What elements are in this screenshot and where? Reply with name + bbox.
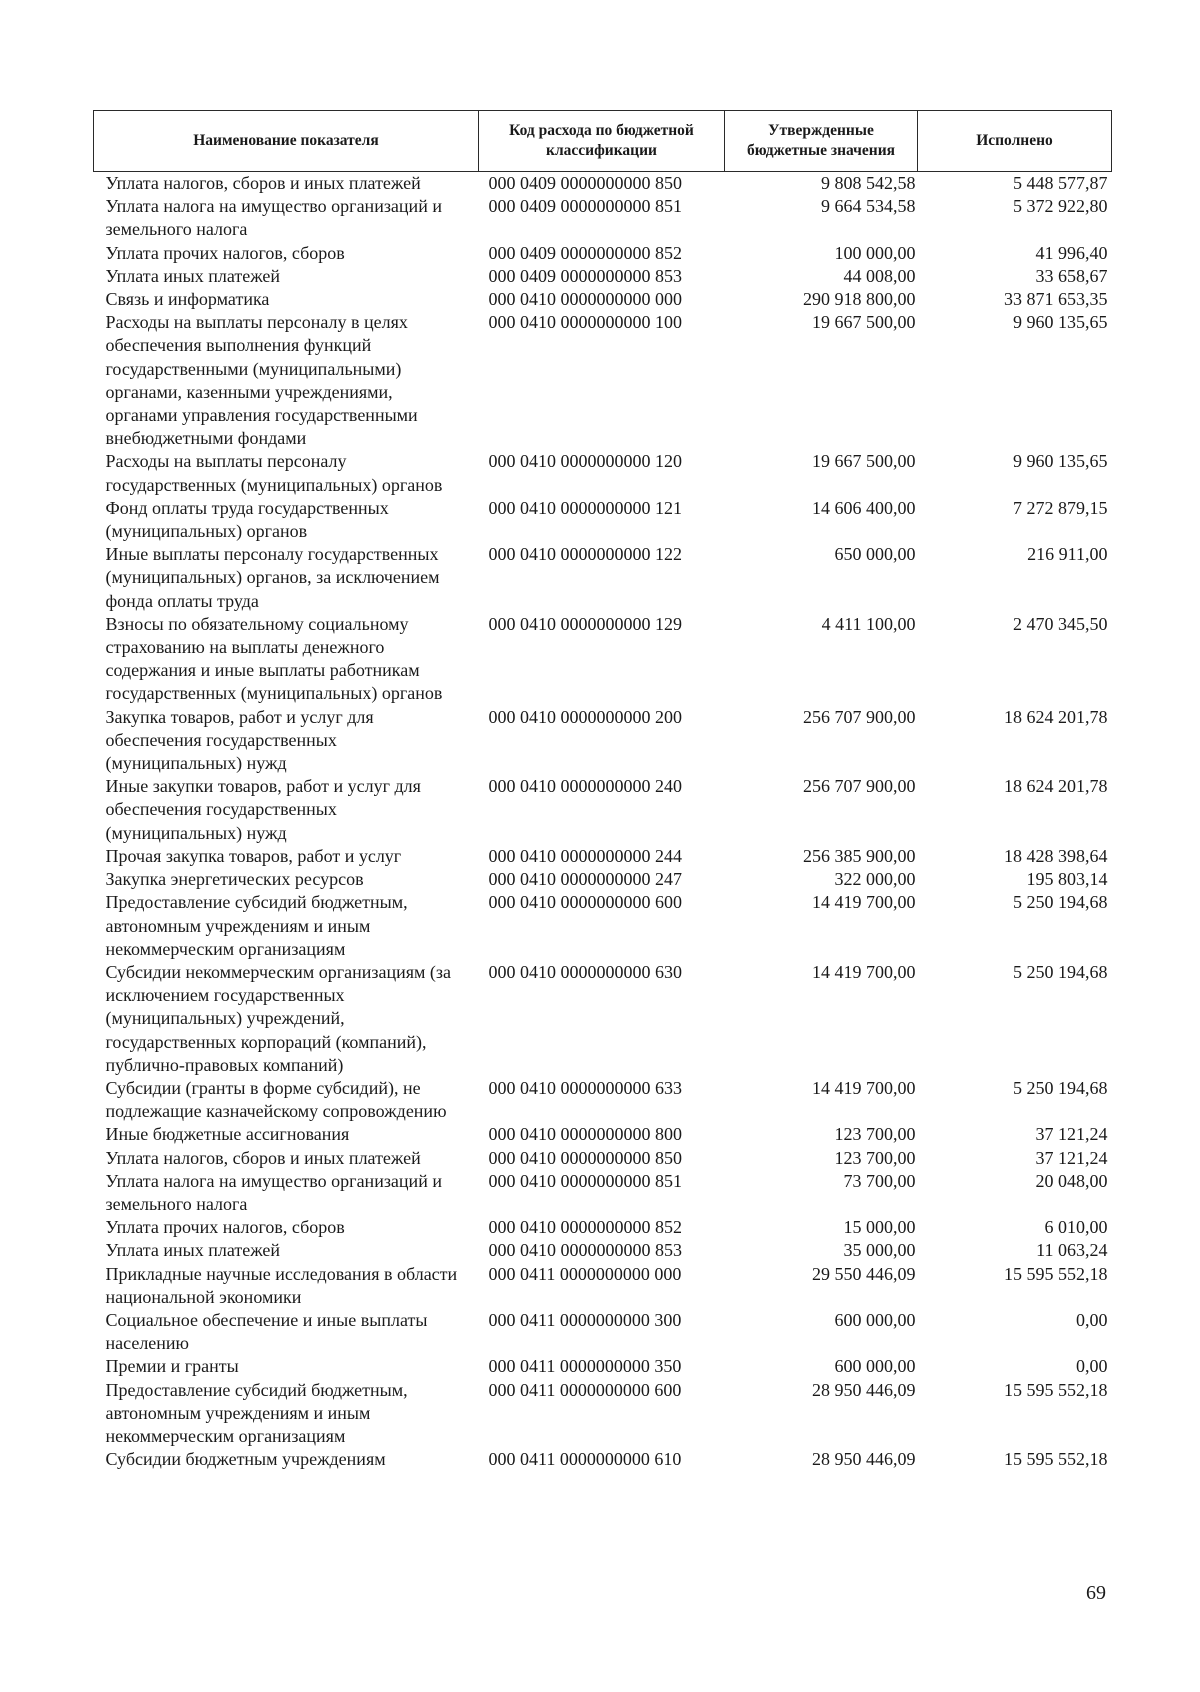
page-number: 69 (1086, 1582, 1106, 1604)
row-code: 000 0410 0000000000 121 (488, 497, 682, 518)
table-row (94, 961, 1112, 1077)
row-name: Уплата налогов, сборов и иных платежей (105, 173, 421, 193)
table-row (94, 1379, 1112, 1449)
row-plan-value: 35 000,00 (843, 1240, 916, 1261)
row-executed-value: 37 121,24 (1035, 1147, 1108, 1168)
table-row (94, 195, 1112, 241)
row-plan-value: 29 550 446,09 (812, 1263, 916, 1284)
row-executed-value: 15 595 552,18 (1004, 1379, 1108, 1400)
row-plan-value: 290 918 800,00 (803, 289, 916, 310)
row-code: 000 0410 0000000000 853 (488, 1240, 682, 1261)
header-done: Исполнено (918, 111, 1112, 172)
row-executed-value: 216 911,00 (1027, 544, 1108, 565)
row-code: 000 0411 0000000000 600 (488, 1379, 682, 1400)
row-executed-value: 11 063,24 (1036, 1240, 1108, 1261)
row-code: 000 0410 0000000000 851 (488, 1170, 682, 1191)
row-plan-value: 600 000,00 (834, 1309, 916, 1330)
row-plan-value: 650 000,00 (834, 544, 916, 565)
row-plan-value: 28 950 446,09 (812, 1379, 916, 1400)
row-plan-value: 73 700,00 (843, 1170, 916, 1191)
table-row (94, 1123, 1112, 1146)
row-executed-value: 37 121,24 (1035, 1124, 1108, 1145)
table-row (94, 1147, 1112, 1170)
row-code: 000 0410 0000000000 247 (488, 869, 682, 890)
row-executed-value: 33 871 653,35 (1004, 289, 1108, 310)
row-plan-value: 19 667 500,00 (812, 451, 916, 472)
row-executed-value: 0,00 (1076, 1309, 1108, 1330)
row-executed-value: 0,00 (1076, 1356, 1108, 1377)
row-name: Субсидии некоммерческим организациям (за исключением государственных (муниципальных) учреждений, государственных корпораций (компаний), публично-правовых компаний) (105, 961, 451, 1075)
row-name: Уплата иных платежей (105, 1240, 281, 1261)
row-executed-value: 5 250 194,68 (1013, 961, 1108, 982)
row-name: Расходы на выплаты персоналу в целях обеспечения выполнения функций государственными (муниципальными) органами, казенными учреждениями, органами управления государственными внебюджетными фондами (105, 312, 418, 449)
row-name: Премии и гранты (105, 1356, 239, 1377)
row-executed-value: 18 428 398,64 (1004, 845, 1108, 866)
row-executed-value: 2 470 345,50 (1013, 613, 1108, 634)
row-plan-value: 322 000,00 (834, 869, 916, 890)
table-row (94, 543, 1112, 613)
row-code: 000 0410 0000000000 240 (488, 776, 682, 797)
table-row (94, 1309, 1112, 1355)
row-code: 000 0410 0000000000 100 (488, 312, 682, 333)
row-executed-value: 18 624 201,78 (1004, 776, 1108, 797)
row-name: Уплата иных платежей (105, 265, 281, 286)
row-name: Социальное обеспечение и иные выплаты населению (105, 1309, 428, 1354)
row-executed-value: 15 595 552,18 (1004, 1263, 1108, 1284)
table-row (94, 288, 1112, 311)
table-row (94, 450, 1112, 496)
row-executed-value: 20 048,00 (1035, 1170, 1108, 1191)
row-code: 000 0410 0000000000 633 (488, 1077, 682, 1098)
row-plan-value: 14 419 700,00 (812, 1077, 916, 1098)
row-code: 000 0411 0000000000 300 (488, 1309, 682, 1330)
table-row (94, 1077, 1112, 1123)
row-name: Иные бюджетные ассигнования (105, 1124, 350, 1145)
row-name: Предоставление субсидий бюджетным, автономным учреждениям и иным некоммерческим организациям (105, 892, 408, 959)
row-code: 000 0410 0000000000 129 (488, 613, 682, 634)
row-plan-value: 14 419 700,00 (812, 892, 916, 913)
table-row (94, 172, 1112, 196)
row-code: 000 0409 0000000000 850 (488, 173, 682, 193)
row-plan-value: 256 707 900,00 (803, 776, 916, 797)
table-row (94, 1355, 1112, 1378)
row-executed-value: 5 448 577,87 (1013, 173, 1108, 193)
row-name: Прикладные научные исследования в области национальной экономики (105, 1263, 458, 1307)
row-plan-value: 4 411 100,00 (821, 613, 916, 634)
row-plan-value: 14 419 700,00 (812, 961, 916, 982)
row-plan-value: 123 700,00 (834, 1147, 916, 1168)
table-row (94, 1216, 1112, 1239)
row-code: 000 0410 0000000000 850 (488, 1147, 682, 1168)
row-code: 000 0410 0000000000 244 (488, 845, 682, 866)
row-code: 000 0411 0000000000 000 (488, 1263, 682, 1284)
row-executed-value: 15 595 552,18 (1004, 1449, 1108, 1470)
row-executed-value: 9 960 135,65 (1013, 451, 1108, 472)
table-row (94, 497, 1112, 543)
row-plan-value: 256 707 900,00 (803, 706, 916, 727)
row-plan-value: 28 950 446,09 (812, 1449, 916, 1470)
table-row (94, 1239, 1112, 1262)
row-plan-value: 15 000,00 (843, 1217, 916, 1238)
row-executed-value: 5 372 922,80 (1013, 196, 1108, 217)
row-name: Взносы по обязательному социальному страхованию на выплаты денежного содержания и иные выплаты работникам государственных (муниципальных) органов (105, 613, 443, 704)
row-name: Связь и информатика (105, 289, 270, 310)
row-name: Уплата прочих налогов, сборов (105, 1217, 345, 1238)
row-name: Уплата налогов, сборов и иных платежей (105, 1147, 421, 1168)
row-code: 000 0410 0000000000 630 (488, 961, 682, 982)
row-executed-value: 41 996,40 (1035, 242, 1108, 263)
table-row (94, 891, 1112, 961)
table-row (94, 845, 1112, 868)
row-name: Иные закупки товаров, работ и услуг для обеспечения государственных (муниципальных) нужд (105, 776, 421, 843)
row-plan-value: 9 664 534,58 (821, 196, 916, 217)
table-row (94, 775, 1112, 845)
budget-execution-table (93, 110, 1112, 1471)
row-name: Предоставление субсидий бюджетным, автономным учреждениям и иным некоммерческим организациям (105, 1379, 408, 1446)
row-code: 000 0410 0000000000 120 (488, 451, 682, 472)
row-code: 000 0409 0000000000 852 (488, 242, 682, 263)
table-row (94, 868, 1112, 891)
row-name: Фонд оплаты труда государственных (муниципальных) органов (105, 497, 389, 542)
row-code: 000 0409 0000000000 851 (488, 196, 682, 217)
row-name: Субсидии (гранты в форме субсидий), не подлежащие казначейскому сопровождению (105, 1077, 447, 1122)
row-name: Закупка энергетических ресурсов (105, 869, 364, 890)
row-name: Закупка товаров, работ и услуг для обеспечения государственных (муниципальных) нужд (105, 706, 374, 774)
row-plan-value: 123 700,00 (834, 1124, 916, 1145)
row-executed-value: 9 960 135,65 (1013, 312, 1108, 333)
row-plan-value: 19 667 500,00 (812, 312, 916, 333)
row-executed-value: 5 250 194,68 (1013, 892, 1108, 913)
row-plan-value: 100 000,00 (834, 242, 916, 263)
row-plan-value: 14 606 400,00 (812, 497, 916, 518)
row-executed-value: 195 803,14 (1026, 869, 1108, 890)
table-row (94, 1170, 1112, 1216)
row-name: Иные выплаты персоналу государственных (муниципальных) органов, за исключением фонда оплаты труда (105, 544, 440, 611)
row-code: 000 0410 0000000000 122 (488, 544, 682, 565)
row-executed-value: 33 658,67 (1035, 265, 1108, 286)
row-executed-value: 6 010,00 (1044, 1217, 1108, 1238)
row-code: 000 0410 0000000000 600 (488, 892, 682, 913)
row-code: 000 0410 0000000000 200 (488, 706, 682, 727)
row-name: Уплата налога на имущество организаций и земельного налога (105, 1170, 442, 1214)
header-code: Код расхода по бюджетной классификации (479, 111, 725, 172)
row-name: Прочая закупка товаров, работ и услуг (105, 845, 402, 866)
row-plan-value: 600 000,00 (834, 1356, 916, 1377)
table-row (94, 1448, 1112, 1471)
row-plan-value: 256 385 900,00 (803, 845, 916, 866)
row-code: 000 0410 0000000000 000 (488, 289, 682, 310)
row-code: 000 0411 0000000000 610 (488, 1449, 682, 1470)
row-name: Расходы на выплаты персоналу государственных (муниципальных) органов (105, 451, 443, 495)
row-executed-value: 7 272 879,15 (1013, 497, 1108, 518)
row-name: Уплата прочих налогов, сборов (105, 242, 345, 263)
row-plan-value: 44 008,00 (843, 265, 916, 286)
table-body (94, 172, 1112, 1472)
table-row (94, 613, 1112, 706)
row-name: Уплата налога на имущество организаций и земельного налога (105, 196, 442, 240)
table-row (94, 265, 1112, 288)
table-row (94, 1263, 1112, 1309)
table-row (94, 242, 1112, 265)
row-code: 000 0409 0000000000 853 (488, 265, 682, 286)
row-executed-value: 18 624 201,78 (1004, 706, 1108, 727)
row-code: 000 0410 0000000000 852 (488, 1217, 682, 1238)
row-code: 000 0410 0000000000 800 (488, 1124, 682, 1145)
table-header (94, 111, 1112, 172)
table-row (94, 311, 1112, 450)
header-name: Наименование показателя (94, 111, 479, 172)
row-name: Субсидии бюджетным учреждениям (105, 1449, 386, 1470)
row-plan-value: 9 808 542,58 (821, 173, 916, 193)
row-executed-value: 5 250 194,68 (1013, 1077, 1108, 1098)
row-code: 000 0411 0000000000 350 (488, 1356, 682, 1377)
header-plan: Утвержденные бюджетные значения (725, 111, 918, 172)
table-row (94, 706, 1112, 776)
